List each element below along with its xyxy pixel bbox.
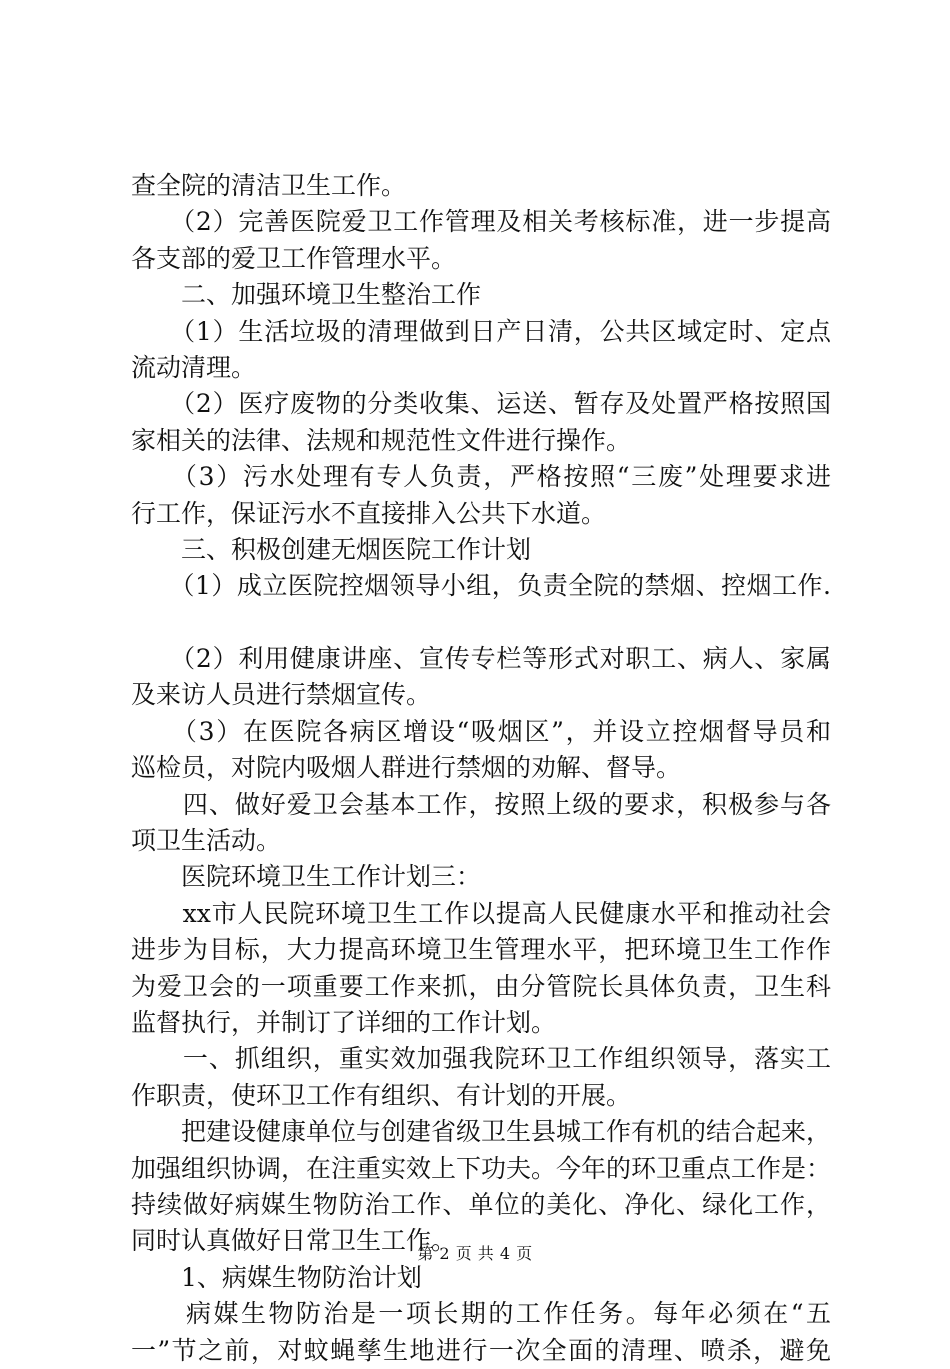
text-line: （3）污水处理有专人负责，严格按照“三废”处理要求进 [131, 462, 831, 492]
text-line: 同时认真做好日常卫生工作。 [131, 1226, 457, 1256]
text-line: xx市人民院环境卫生工作以提高人民健康水平和推动社会 [131, 898, 831, 928]
text-line: 巡检员，对院内吸烟人群进行禁烟的劝解、督导。 [131, 753, 682, 783]
text-line: 监督执行，并制订了详细的工作计划。 [131, 1007, 557, 1037]
document-body [131, 168, 831, 1369]
text-line: 1、病媒生物防治计划 [131, 1262, 422, 1292]
blank-line [131, 605, 831, 641]
text-line: （2）医疗废物的分类收集、运送、暂存及处置严格按照国 [131, 389, 831, 419]
text-line: （1）生活垃圾的清理做到日产日清，公共区域定时、定点 [131, 316, 831, 346]
text-line: （3）在医院各病区增设“吸烟区”，并设立控烟督导员和 [131, 716, 831, 746]
text-line: 四、做好爱卫会基本工作，按照上级的要求，积极参与各 [131, 789, 831, 819]
text-line: 查全院的清洁卫生工作。 [131, 171, 407, 200]
text-line: 项卫生活动。 [131, 826, 282, 856]
text-line: 及来访人员进行禁烟宣传。 [131, 680, 432, 710]
text-line: 把建设健康单位与创建省级卫生县城工作有机的结合起来， [131, 1117, 832, 1147]
text-line: 病媒生物防治是一项长期的工作任务。每年必须在“五 [131, 1299, 831, 1329]
text-line: 一”节之前，对蚊蝇孳生地进行一次全面的清理、喷杀，避免 [131, 1335, 831, 1365]
text-line: 二、加强环境卫生整治工作 [131, 280, 482, 310]
text-line: 医院环境卫生工作计划三： [131, 862, 482, 892]
page-footer: 第 2 页 共 4 页 [417, 1244, 533, 1263]
text-line: 一、抓组织，重实效加强我院环卫工作组织领导，落实工 [131, 1044, 831, 1074]
text-line: 流动清理。 [131, 352, 257, 382]
text-line: 持续做好病媒生物防治工作、单位的美化、净化、绿化工作， [131, 1189, 831, 1219]
text-line: 作职责，使环卫工作有组织、有计划的开展。 [131, 1080, 632, 1110]
text-line: 行工作，保证污水不直接排入公共下水道。 [131, 498, 607, 528]
text-line: 加强组织协调，在注重实效上下功夫。今年的环卫重点工作是： [131, 1153, 832, 1183]
text-line: 各支部的爱卫工作管理水平。 [131, 243, 457, 273]
text-line: （2）利用健康讲座、宣传专栏等形式对职工、病人、家属 [131, 644, 831, 674]
text-line: 进步为目标，大力提高环境卫生管理水平，把环境卫生工作作 [131, 935, 831, 965]
text-line: 家相关的法律、法规和规范性文件进行操作。 [131, 425, 632, 455]
text-line: （1）成立医院控烟领导小组，负责全院的禁烟、控烟工作. [131, 571, 831, 601]
text-line: 为爱卫会的一项重要工作来抓，由分管院长具体负责，卫生科 [131, 971, 831, 1001]
text-line: 三、积极创建无烟医院工作计划 [131, 534, 532, 564]
text-line: （2）完善医院爱卫工作管理及相关考核标准，进一步提高 [131, 207, 831, 237]
